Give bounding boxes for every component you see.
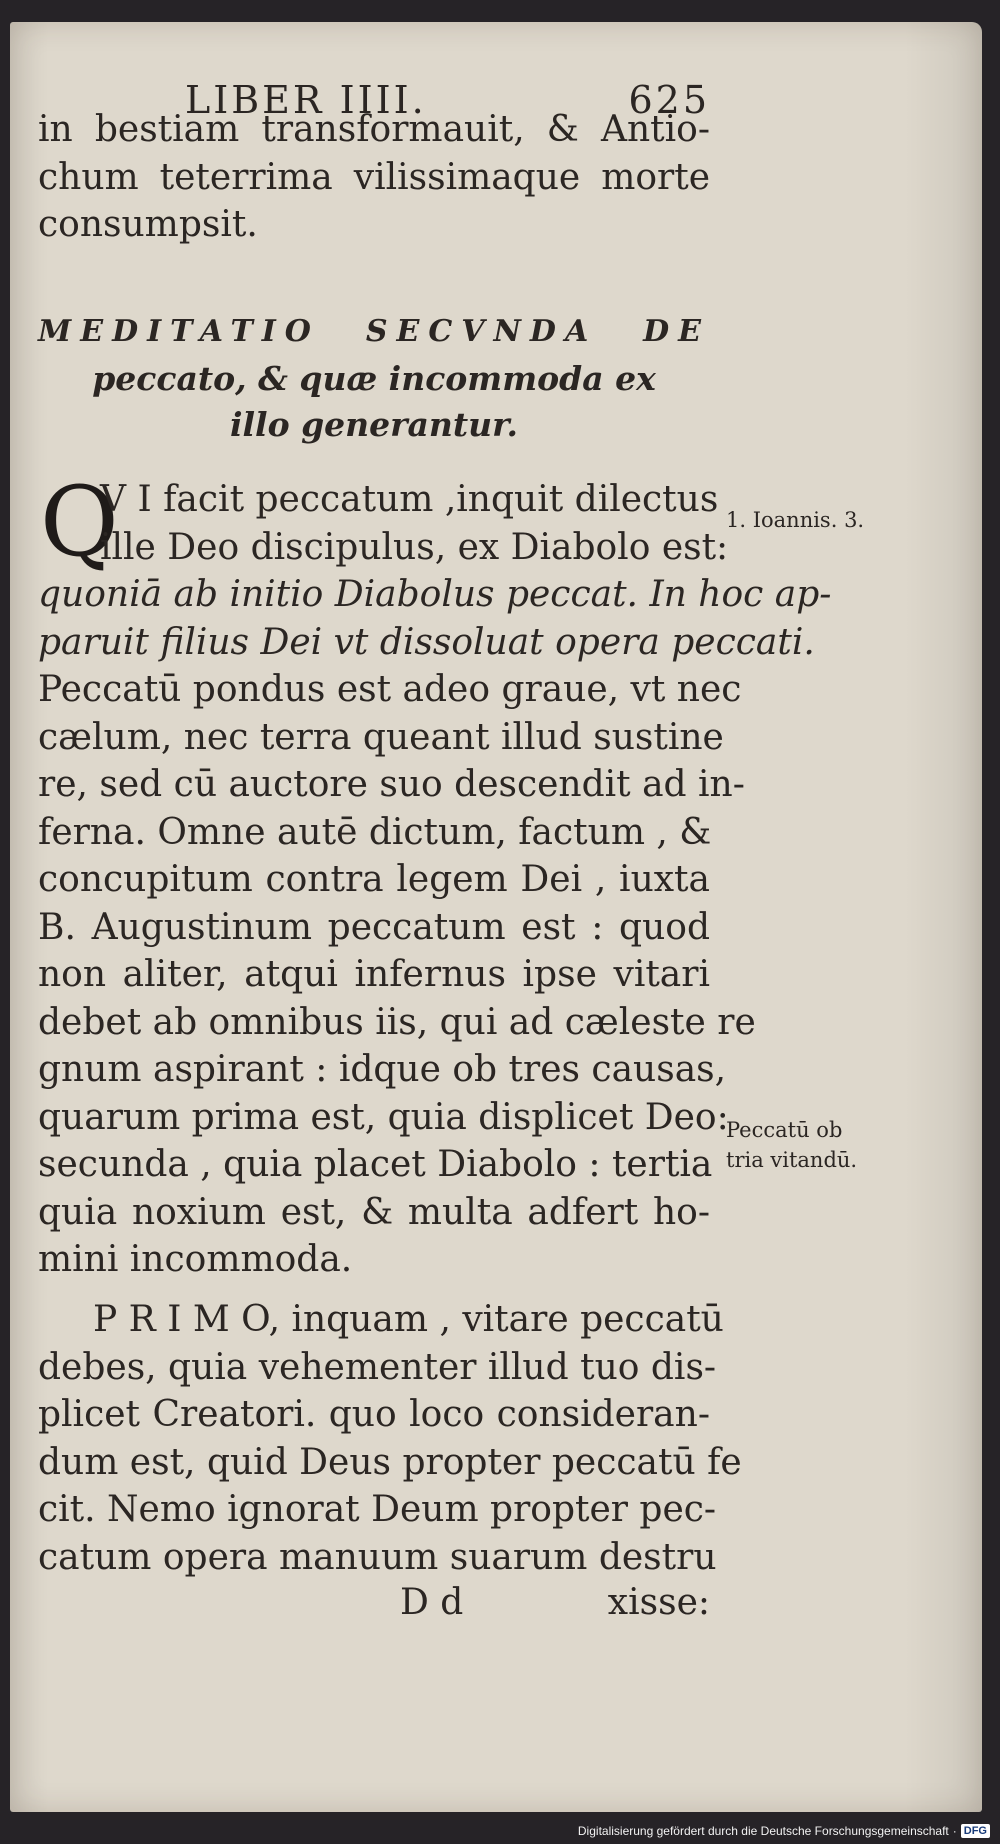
text-line: plicet Creatori. quo loco consideran- [38,1394,710,1435]
text-line: quia noxium est, & multa adfert ho- [38,1191,710,1233]
running-title: LIBER IIII. [185,78,427,122]
text-line: gnum aspirant : idque ob tres causas, [38,1049,727,1090]
text-line: P R I M O, inquam , vitare peccatū [93,1299,724,1340]
text-line: concupitum contra legem Dei , iuxta [38,859,710,900]
margin-note-reference: 1. Ioannis. 3. [726,508,865,532]
text-line: B. Augustinum peccatum est : quod [38,906,710,948]
text-line: cælum, nec terra queant illud sustine [38,716,724,758]
text-line: ille Deo discipulus, ex Diabolo est: [100,526,729,568]
section-title [38,308,710,448]
digitization-credit: Digitalisierung gefördert durch die Deutsche Forschungsgemeinschaft · DFG [578,1824,990,1838]
title-line-2: peccato, & quæ incommoda ex [92,359,656,398]
book-page [10,22,982,1812]
title-line-3: illo generantur. [229,405,518,444]
catchword: xisse: [607,1582,710,1623]
text-line: V I facit peccatum ,inquit dilectus [100,479,719,520]
text-line: non aliter, atqui infernus ipse vitari [38,954,710,995]
margin-note-line: Peccatū ob [726,1118,843,1142]
text-line: cit. Nemo ignorat Deum propter pec- [38,1489,717,1530]
text-line: re, sed cū auctore suo descendit ad in- [38,764,745,805]
text-line: catum opera manuum suarum destru [38,1536,717,1578]
credit-text: Digitalisierung gefördert durch die Deutsche Forschungsgemeinschaft [577,1824,949,1838]
text-line: quoniā ab initio Diabolus peccat. In hoc ap- [38,574,832,615]
drop-cap: Q [40,466,119,578]
text-line: dum est, quid Deus propter peccatū fe [38,1441,742,1483]
text-line: debes, quia vehementer illud tuo dis- [38,1346,717,1388]
text-line: in bestiam transformauit, & Antio- [38,109,710,150]
text-line: paruit filius Dei vt dissoluat opera peccati. [38,621,815,663]
paragraph-2 [38,1296,742,1581]
margin-note-line: tria vitandū. [726,1148,858,1172]
signature-row [38,1582,710,1630]
page-number: 625 [628,78,710,122]
text-line: secunda , quia placet Diabolo : tertia [38,1144,713,1185]
margin-note-topic [726,1115,857,1175]
intro-text [38,106,710,249]
text-line: chum teterrima vilissimaque morte [38,156,710,198]
text-line: Peccatū pondus est adeo graue, vt nec [38,669,742,710]
text-line: quarum prima est, quia displicet Deo: [38,1096,729,1138]
title-line-1: MEDITATIO SECVNDA DE [38,314,710,349]
text-line: debet ab omnibus iis, qui ad cæleste re [38,1001,756,1043]
dfg-logo: DFG [961,1824,990,1838]
text-line: consumpsit. [38,204,258,245]
text-line: mini incommoda. [38,1239,353,1280]
signature-mark: D d [400,1582,464,1623]
text-line: ferna. Omne autē dictum, factum , & [38,811,712,853]
